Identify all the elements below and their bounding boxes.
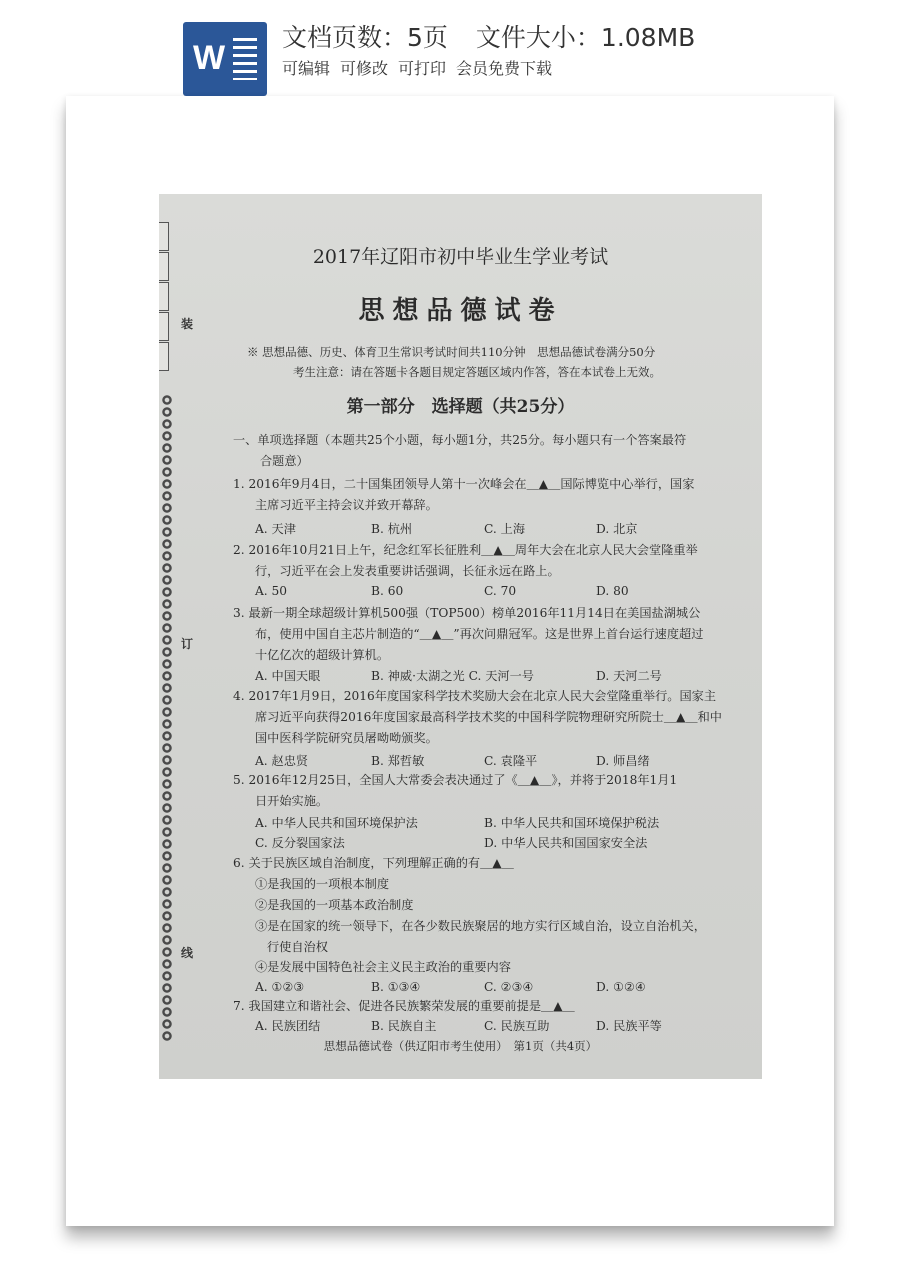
question-text: 1. 2016年9月4日，二十国集团领导人第十一次峰会在＿▲＿国际博览中心举行，国家 bbox=[233, 477, 695, 491]
question-text: 行使自治权 bbox=[267, 940, 328, 954]
page-count: 文档页数：5页 bbox=[282, 23, 448, 52]
option: A. 天津 bbox=[255, 522, 296, 536]
question-text: 布，使用中国自主芯片制造的“＿▲＿”再次问鼎冠军。这是世界上首台运行速度超过 bbox=[255, 627, 704, 641]
binding-char-xian: 线 bbox=[181, 946, 194, 960]
feature-modifiable: 可修改 bbox=[340, 59, 389, 78]
exam-note: 考生注意：请在答题卡各题目规定答题区域内作答，答在本试卷上无效。 bbox=[293, 365, 661, 379]
option: C. 上海 bbox=[484, 522, 526, 536]
option: B. 中华人民共和国环境保护税法 bbox=[484, 816, 660, 830]
option: C. 70 bbox=[484, 584, 517, 598]
option: B. 杭州 bbox=[371, 522, 413, 536]
question-text: 3. 最新一期全球超级计算机500强（TOP500）榜单2016年11月14日在美国盐湖城公 bbox=[233, 606, 701, 620]
feature-list bbox=[282, 56, 552, 79]
question-text: ③是在国家的统一领导下，在各少数民族聚居的地方实行区域自治，设立自治机关， bbox=[255, 919, 706, 933]
question-text: 2. 2016年10月21日上午，纪念红军长征胜利＿▲＿周年大会在北京人民大会堂隆重举 bbox=[233, 543, 698, 557]
page-footer: 思想品德试卷（供辽阳市考生使用） 第1页（共4页） bbox=[323, 1039, 598, 1053]
question-text: 十亿亿次的超级计算机。 bbox=[255, 648, 390, 662]
question-text: ②是我国的一项基本政治制度 bbox=[255, 898, 414, 912]
question-text: 日开始实施。 bbox=[255, 794, 329, 808]
file-info bbox=[282, 18, 695, 54]
option: D. 中华人民共和国国家安全法 bbox=[484, 836, 648, 850]
section-heading: 一、单项选择题（本题共25个小题，每小题1分，共25分。每小题只有一个答案最符 bbox=[233, 433, 687, 447]
option: B. 民族自主 bbox=[371, 1019, 437, 1033]
seat-box bbox=[159, 342, 169, 371]
exam-title: 2017年辽阳市初中毕业生学业考试 bbox=[312, 246, 609, 268]
exam-note: ※ 思想品德、历史、体育卫生常识考试时间共110分钟 思想品德试卷满分50分 bbox=[247, 345, 656, 359]
option: D. 天河二号 bbox=[596, 669, 662, 683]
option: C. 袁隆平 bbox=[484, 754, 538, 768]
binding-char-zhuang: 装 bbox=[181, 317, 194, 331]
question-text: ④是发展中国特色社会主义民主政治的重要内容 bbox=[255, 960, 511, 974]
subject-title: 思想品德试卷 bbox=[358, 296, 563, 326]
header-banner bbox=[0, 0, 900, 100]
question-text: 4. 2017年1月9日，2016年度国家科学技术奖励大会在北京人民大会堂隆重举行。国家主 bbox=[233, 689, 717, 703]
question-text: 国中医科学院研究员屠呦呦颁奖。 bbox=[255, 731, 438, 745]
option: D. 80 bbox=[596, 584, 629, 598]
option: B. ①③④ bbox=[371, 980, 421, 994]
feature-printable: 可打印 bbox=[398, 59, 447, 78]
binding-char-ding: 订 bbox=[181, 637, 194, 651]
option: D. 师昌绪 bbox=[596, 754, 650, 768]
option: D. 民族平等 bbox=[596, 1019, 662, 1033]
option: B. 郑哲敏 bbox=[371, 754, 425, 768]
exam-page-photo bbox=[159, 194, 762, 1079]
option: C. 民族互助 bbox=[484, 1019, 550, 1033]
option: B. 60 bbox=[371, 584, 404, 598]
option: B. 神威·太湖之光 C. 天河一号 bbox=[371, 669, 534, 683]
option: C. ②③④ bbox=[484, 980, 534, 994]
binding-perforation bbox=[161, 394, 173, 1042]
word-document-icon bbox=[183, 22, 267, 96]
option: C. 反分裂国家法 bbox=[255, 836, 345, 850]
option: A. 中华人民共和国环境保护法 bbox=[255, 816, 418, 830]
question-text: 席习近平向获得2016年度国家最高科学技术奖的中国科学院物理研究所院士＿▲＿和中 bbox=[255, 710, 722, 724]
file-size: 文件大小：1.08MB bbox=[475, 23, 696, 52]
option: A. 赵忠贤 bbox=[255, 754, 309, 768]
option: A. 民族团结 bbox=[255, 1019, 321, 1033]
option: A. 中国天眼 bbox=[255, 669, 321, 683]
question-text: 行，习近平在会上发表重要讲话强调，长征永远在路上。 bbox=[255, 564, 560, 578]
question-text: 5. 2016年12月25日，全国人大常委会表决通过了《＿▲＿》，并将于2018年1月1 bbox=[233, 773, 678, 787]
option: D. 北京 bbox=[596, 522, 638, 536]
option: A. 50 bbox=[255, 584, 288, 598]
part-title: 第一部分 选择题（共25分） bbox=[346, 397, 575, 417]
feature-member-download: 会员免费下载 bbox=[456, 59, 553, 78]
question-text: ①是我国的一项根本制度 bbox=[255, 877, 390, 891]
option: A. ①②③ bbox=[255, 980, 305, 994]
question-text: 6. 关于民族区域自治制度，下列理解正确的有＿▲＿ bbox=[233, 856, 514, 870]
section-heading: 合题意） bbox=[260, 454, 309, 468]
word-logo-letter: W bbox=[193, 39, 226, 77]
feature-editable: 可编辑 bbox=[282, 59, 331, 78]
question-text: 主席习近平主持会议并致开幕辞。 bbox=[255, 498, 438, 512]
option: D. ①②④ bbox=[596, 980, 646, 994]
question-text: 7. 我国建立和谐社会、促进各民族繁荣发展的重要前提是＿▲＿ bbox=[233, 999, 575, 1013]
document-lines-icon bbox=[233, 38, 257, 80]
